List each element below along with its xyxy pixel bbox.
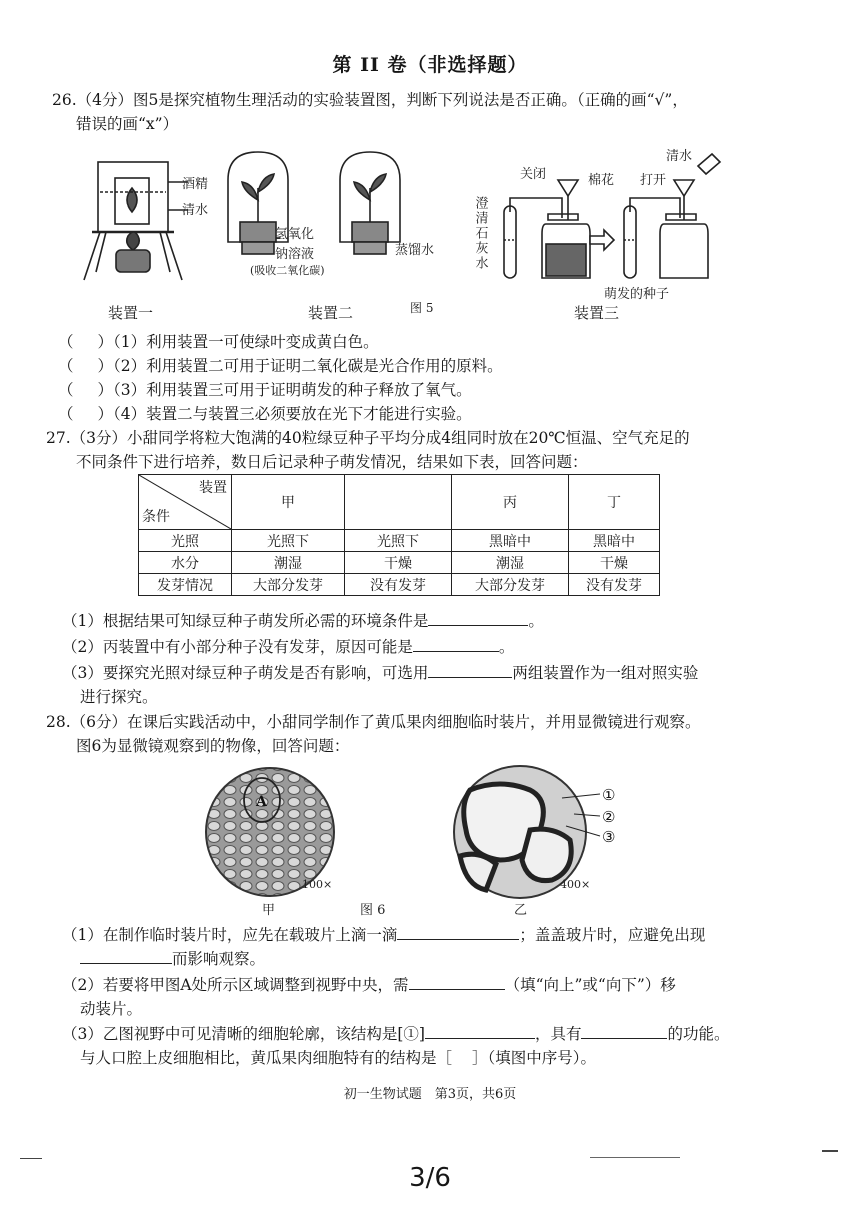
table-header-jia: 甲 <box>232 475 345 530</box>
q28-sub1-cont: 而影响观察。 <box>80 947 265 971</box>
device1-drawing <box>84 162 188 280</box>
q27-stem-line2: 不同条件下进行培养，数日后记录种子萌发情况，结果如下表，回答问题： <box>76 453 588 471</box>
q27-sub3-cont: 进行探究。 <box>80 688 158 706</box>
q28-stem-line2: 图6为显微镜观察到的物像，回答问题： <box>76 737 350 755</box>
table-corner-cell <box>139 475 232 530</box>
scan-mark-line <box>590 1157 680 1158</box>
table-row <box>139 552 660 574</box>
table-row <box>139 574 660 596</box>
table-cell: 潮湿 <box>232 552 345 574</box>
row-label-water: 水分 <box>139 552 232 574</box>
scan-mark-left <box>20 1158 42 1159</box>
q28-sub3: （3）乙图视野中可见清晰的细胞轮廓，该结构是[①] ，具有 的功能。 <box>62 1022 730 1046</box>
label-limewater: 澄清石灰水 <box>472 196 488 271</box>
table-cell: 光照下 <box>232 530 345 552</box>
q26-stem-line2: 错误的画“x”） <box>76 115 179 133</box>
answer-blank[interactable] <box>80 947 172 964</box>
table-header-bing: 丙 <box>452 475 569 530</box>
scan-mark-right <box>822 1150 838 1152</box>
answer-blank[interactable] <box>409 973 505 990</box>
answer-blank[interactable] <box>397 923 519 940</box>
table-cell: 黑暗中 <box>569 530 660 552</box>
q27-sub1: （1）根据结果可知绿豆种子萌发所必需的环境条件是 。 <box>62 609 544 633</box>
q28-sub1: （1）在制作临时装片时，应先在载玻片上滴一滴 ；盖盖玻片时，应避免出现 <box>62 923 705 947</box>
caption-jia: 甲 <box>262 903 276 918</box>
label-a: A <box>256 794 267 810</box>
q28-sub3-cont: 与人口腔上皮细胞相比，黄瓜果肉细胞特有的结构是［ ］（填图中序号）。 <box>80 1049 597 1067</box>
q28-sub2-cont: 动装片。 <box>80 1000 143 1018</box>
table-cell: 黑暗中 <box>452 530 569 552</box>
q27-stem-line1: 27.（3分）小甜同学将粒大饱满的40粒绿豆种子平均分成4组同时放在20℃恒温、空气充足的 <box>46 429 690 447</box>
table-header-ding: 丁 <box>569 475 660 530</box>
label-germinating-seeds: 萌发的种子 <box>604 287 670 302</box>
table-cell: 没有发芽 <box>345 574 452 596</box>
label-device1: 装置一 <box>108 304 154 322</box>
table-header-yi <box>345 475 452 530</box>
q28-stem-line1: 28.（6分）在课后实践活动中，小甜同学制作了黄瓜果肉细胞临时装片，并用显微镜进行观察。 <box>46 713 701 731</box>
figure-6 <box>190 760 660 920</box>
table-cell: 干燥 <box>569 552 660 574</box>
magnification-100: 100× <box>302 878 333 891</box>
answer-blank[interactable] <box>428 609 528 626</box>
table-cell: 潮湿 <box>452 552 569 574</box>
answer-blank[interactable] <box>581 1022 667 1039</box>
label-distilled-water: 蒸馏水 <box>395 243 435 258</box>
table-cell: 没有发芽 <box>569 574 660 596</box>
table-cell: 大部分发芽 <box>452 574 569 596</box>
q27-table <box>138 474 660 596</box>
q26-item-2: （ ）（2）利用装置二可用于证明二氧化碳是光合作用的原料。 <box>58 357 503 375</box>
q27-sub3: （3）要探究光照对绿豆种子萌发是否有影响，可选用 两组装置作为一组对照实验 <box>62 661 698 685</box>
row-label-germination: 发芽情况 <box>139 574 232 596</box>
label-water: 清水 <box>182 203 209 218</box>
page-footer: 初一生物试题 第3页，共6页 <box>343 1087 517 1102</box>
q28-sub2: （2）若要将甲图A处所示区域调整到视野中央，需 （填“向上”或“向下”）移 <box>62 973 676 997</box>
row-label-light: 光照 <box>139 530 232 552</box>
label-closed: 关闭 <box>520 167 547 182</box>
label-cotton: 棉花 <box>588 173 615 188</box>
q26-item-1: （ ）（1）利用装置一可使绿叶变成黄白色。 <box>58 333 379 351</box>
caption-yi: 乙 <box>514 903 528 918</box>
page-number: 3/6 <box>409 1163 451 1193</box>
label-naoh-2: 钠溶液 <box>275 247 315 262</box>
answer-blank[interactable] <box>425 1022 535 1039</box>
label-absorb-co2: (吸收二氧化碳) <box>250 264 325 277</box>
answer-blank[interactable] <box>428 661 512 678</box>
q26-item-4: （ ）（4）装置二与装置三必须要放在光下才能进行实验。 <box>58 405 472 423</box>
label-device2: 装置二 <box>308 304 354 322</box>
marker-2: ② <box>602 808 616 826</box>
label-naoh-1: 氢氧化 <box>275 227 315 242</box>
table-cell: 光照下 <box>345 530 452 552</box>
table-row <box>139 530 660 552</box>
corner-condition-label: 条件 <box>142 509 170 525</box>
figure5-caption: 图 5 <box>410 301 434 315</box>
figure-5 <box>70 140 770 325</box>
marker-1: ① <box>602 786 616 804</box>
label-alcohol: 酒精 <box>182 177 209 192</box>
micrograph-jia <box>206 768 334 896</box>
label-clear-water: 清水 <box>666 149 693 164</box>
caption-figure6: 图 6 <box>360 903 386 918</box>
corner-device-label: 装置 <box>199 480 227 496</box>
table-cell: 大部分发芽 <box>232 574 345 596</box>
label-open: 打开 <box>640 173 667 188</box>
label-device3: 装置三 <box>574 304 620 322</box>
table-cell: 干燥 <box>345 552 452 574</box>
q26-item-3: （ ）（3）利用装置三可用于证明萌发的种子释放了氧气。 <box>58 381 472 399</box>
q26-stem-line1: 26.（4分）图5是探究植物生理活动的实验装置图，判断下列说法是否正确。（正确的画“√”， <box>52 91 688 109</box>
magnification-400: 400× <box>560 878 591 891</box>
answer-blank[interactable] <box>413 635 499 652</box>
section-title: 第 II 卷（非选择题） <box>332 54 528 76</box>
marker-3: ③ <box>602 828 616 846</box>
q27-sub2: （2）丙装置中有小部分种子没有发芽，原因可能是 。 <box>62 635 514 659</box>
